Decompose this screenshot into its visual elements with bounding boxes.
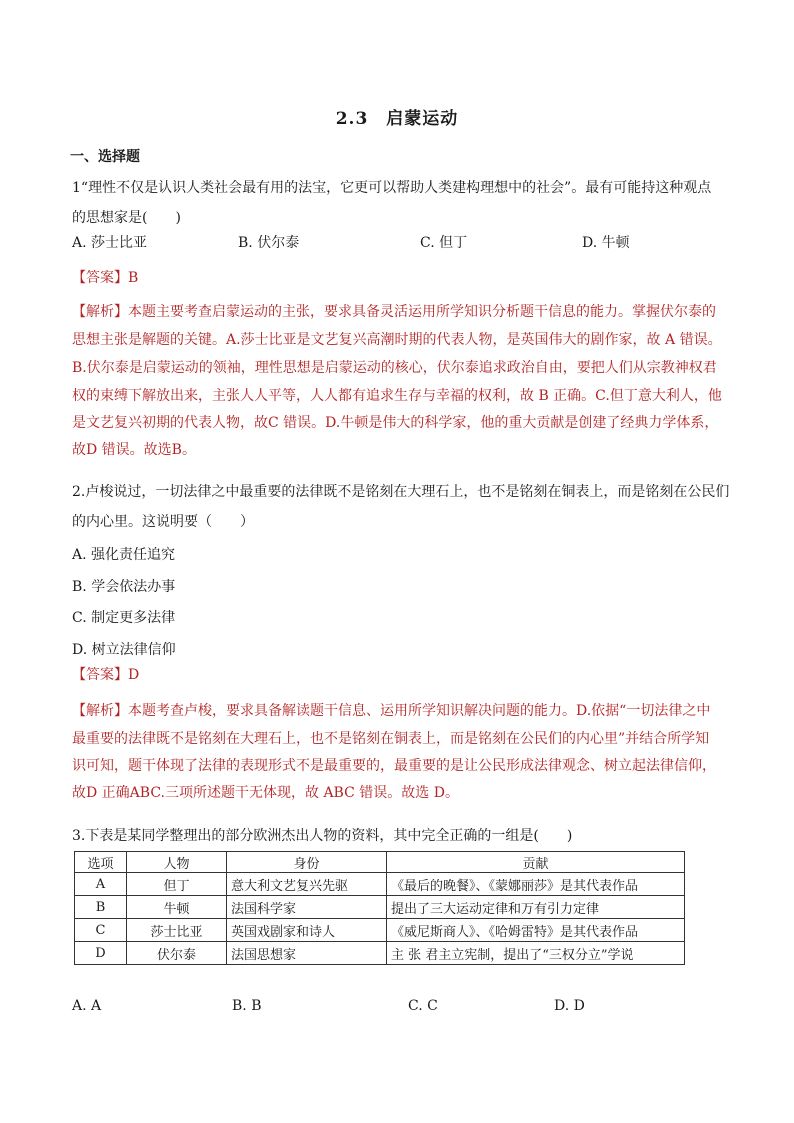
q3-stem: 3.下表是某同学整理出的部分欧洲杰出人物的资料，其中完全正确的一组是( ) xyxy=(72,828,573,844)
q1-option-b: B. 伏尔泰 xyxy=(238,235,300,251)
q2-analysis-line1 xyxy=(72,701,710,721)
q2-analysis-tag: 【解析】 xyxy=(72,703,128,719)
q2-option-b: B. 学会依法办事 xyxy=(72,579,176,595)
q2-option-d: D. 树立法律信仰 xyxy=(72,642,176,658)
table-cell: 《威尼斯商人》、《哈姆雷特》是其代表作品 xyxy=(387,919,685,942)
table-cell: 但丁 xyxy=(127,873,227,896)
table-cell: 伏尔泰 xyxy=(127,942,227,965)
table-cell: C xyxy=(75,919,127,942)
table-row xyxy=(75,942,685,965)
table-cell: 法国思想家 xyxy=(227,942,387,965)
table-cell: 法国科学家 xyxy=(227,896,387,919)
table-cell: 主 张 君主立宪制，提出了“三权分立”学说 xyxy=(387,942,685,965)
table-header-identity: 身份 xyxy=(227,852,387,873)
q1-stem-line2: 的思想家是( ) xyxy=(72,210,181,226)
table-cell: D xyxy=(75,942,127,965)
q1-option-c: C. 但丁 xyxy=(420,235,468,251)
table-header-option: 选项 xyxy=(75,852,127,873)
q1-analysis-line6: 故D 错误。故选B。 xyxy=(72,442,196,458)
q2-answer: 【答案】D xyxy=(72,667,140,683)
table-row xyxy=(75,919,685,942)
table-cell: 莎士比亚 xyxy=(127,919,227,942)
q3-option-b: B. B xyxy=(232,998,262,1014)
q1-analysis-line4: 权的束缚下解放出来，主张人人平等，人人都有追求生存与幸福的权利，故 B 正确。C.但丁意大利人，他 xyxy=(72,388,722,404)
table-cell: B xyxy=(75,896,127,919)
q2-option-c: C. 制定更多法律 xyxy=(72,610,176,626)
q1-stem-line1: 1“理性不仅是认识人类社会最有用的法宝，它更可以帮助人类建构理想中的社会”。最有可能持这种观点 xyxy=(72,180,712,196)
table-header-contribution: 贡献 xyxy=(387,852,685,873)
q1-option-d: D. 牛顿 xyxy=(582,235,630,251)
q3-table-header xyxy=(75,852,685,873)
q3-option-d: D. D xyxy=(554,998,585,1014)
q2-analysis-line3: 识可知，题干体现了法律的表现形式不是最重要的，最重要的是让公民形成法律观念、树立起法律信仰， xyxy=(72,758,716,774)
section-heading: 一、选择题 xyxy=(70,149,140,165)
q2-option-a: A. 强化责任追究 xyxy=(72,547,176,563)
table-cell: A xyxy=(75,873,127,896)
q1-answer: 【答案】B xyxy=(72,270,139,286)
q1-option-a: A. 莎士比亚 xyxy=(72,235,148,251)
table-cell: 《最后的晚餐》、《蒙娜丽莎》是其代表作品 xyxy=(387,873,685,896)
q3-table xyxy=(74,851,685,965)
q1-analysis-line5: 是文艺复兴初期的代表人物，故C 错误。D.牛顿是伟大的科学家，他的重大贡献是创建了经典力学体系， xyxy=(72,415,719,431)
table-cell: 意大利文艺复兴先驱 xyxy=(227,873,387,896)
q1-analysis-line2: 思想主张是解题的关键。A.莎士比亚是文艺复兴高潮时期的代表人物，是英国伟大的剧作家，故 A 错误。 xyxy=(72,332,722,348)
q1-analysis-tag: 【解析】 xyxy=(72,304,128,320)
table-cell: 提出了三大运动定律和万有引力定律 xyxy=(387,896,685,919)
q2-analysis-line2: 最重要的法律既不是铭刻在大理石上，也不是铭刻在铜表上，而是铭刻在公民们的内心里”并结合所学知 xyxy=(72,731,710,747)
table-row xyxy=(75,896,685,919)
q2-analysis-line4: 故D 正确ABC.三项所述题干无体现，故 ABC 错误。故选 D。 xyxy=(72,785,459,801)
page-title: 2.3 启蒙运动 xyxy=(335,109,459,129)
q3-option-c: C. C xyxy=(408,998,438,1014)
q3-option-a: A. A xyxy=(72,998,102,1014)
table-header-person: 人物 xyxy=(127,852,227,873)
q2-stem-line2: 的内心里。这说明要（ ） xyxy=(72,514,254,530)
q1-analysis-line3: B.伏尔泰是启蒙运动的领袖，理性思想是启蒙运动的核心，伏尔泰追求政治自由，要把人们从宗教神权君 xyxy=(72,360,717,376)
q1-analysis-text1: 本题主要考查启蒙运动的主张，要求具备灵活运用所学知识分析题干信息的能力。掌握伏尔泰的 xyxy=(128,304,716,320)
table-cell: 牛顿 xyxy=(127,896,227,919)
q2-analysis-text1: 本题考查卢梭，要求具备解读题干信息、运用所学知识解决问题的能力。D.依据“一切法律之中 xyxy=(128,703,711,719)
q2-stem-line1: 2.卢梭说过，一切法律之中最重要的法律既不是铭刻在大理石上，也不是铭刻在铜表上，而是铭刻在公民们 xyxy=(72,484,730,500)
table-row xyxy=(75,873,685,896)
q1-analysis-line1 xyxy=(72,302,716,322)
table-cell: 英国戏剧家和诗人 xyxy=(227,919,387,942)
